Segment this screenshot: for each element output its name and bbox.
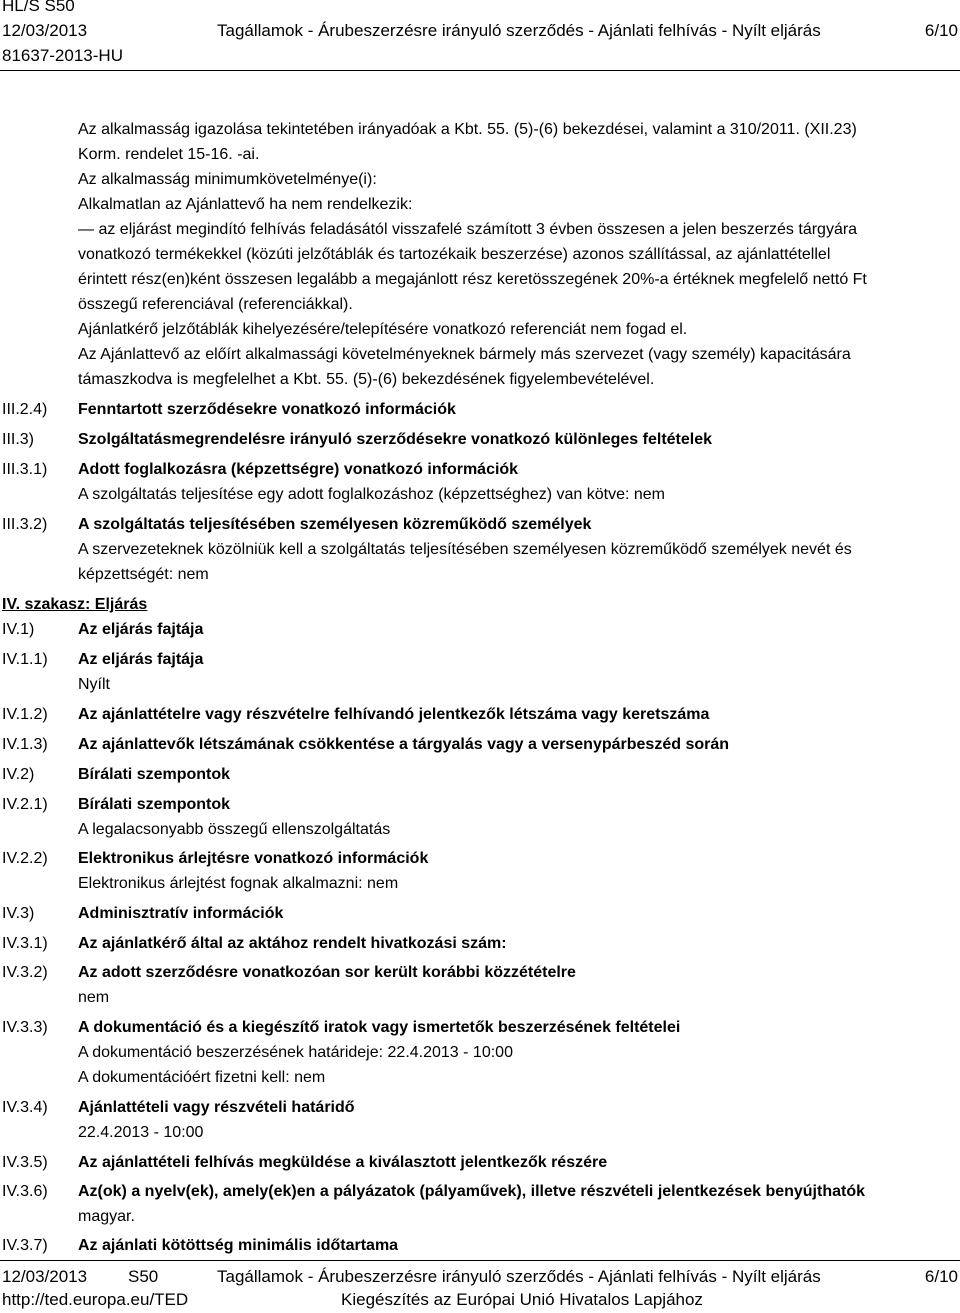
section-title: Az eljárás fajtája	[78, 621, 204, 638]
section-number: IV.1.1)	[2, 651, 48, 668]
footer-url[interactable]: http://ted.europa.eu/TED	[2, 1290, 189, 1309]
section-number: III.2.4)	[2, 401, 48, 418]
section-text: nem	[78, 989, 110, 1006]
header-divider	[0, 70, 960, 71]
section-title: Ajánlattételi vagy részvételi határidő	[78, 1099, 355, 1116]
section-text: képzettségét: nem	[78, 566, 209, 583]
intro-line: Alkalmatlan az Ajánlattevő ha nem rendelkezik:	[78, 196, 413, 213]
section-title: Az ajánlati kötöttség minimális időtartama	[78, 1237, 399, 1254]
header-page-number: 6/10	[924, 21, 958, 40]
section-title: Adminisztratív információk	[78, 905, 284, 922]
intro-line: Ajánlatkérő jelzőtáblák kihelyezésére/telepítésére vonatkozó referenciát nem fogad el.	[78, 321, 688, 338]
header-notice-number: 81637-2013-HU	[2, 46, 123, 65]
section-title: Az ajánlattételre vagy részvételre felhívandó jelentkezők létszáma vagy keretszáma	[78, 706, 710, 723]
section-title: Az(ok) a nyelv(ek), amely(ek)en a pályázatok (pályaművek), illetve részvételi jelentkezések benyújthatók	[78, 1183, 865, 1200]
intro-line: Korm. rendelet 15-16. -ai.	[78, 146, 260, 163]
section-number: III.3.1)	[2, 461, 48, 478]
section-text: Nyílt	[78, 676, 110, 693]
footer-page-number: 6/10	[924, 1267, 958, 1286]
section-text: Elektronikus árlejtést fognak alkalmazni: nem	[78, 875, 399, 892]
footer-code: S50	[128, 1267, 159, 1286]
section-title: Az eljárás fajtája	[78, 651, 204, 668]
section-title: A dokumentáció és a kiegészítő iratok vagy ismertetők beszerzésének feltételei	[78, 1019, 681, 1036]
section-number: IV.2.1)	[2, 796, 48, 813]
section-title: Az ajánlattételi felhívás megküldése a kiválasztott jelentkezők részére	[78, 1154, 608, 1171]
section-title: Az ajánlatkérő által az aktához rendelt hivatkozási szám:	[78, 935, 507, 952]
section-title: Szolgáltatásmegrendelésre irányuló szerződésekre vonatkozó különleges feltételek	[78, 431, 713, 448]
section-text: A szolgáltatás teljesítése egy adott foglalkozáshoz (képzettséghez) van kötve: nem	[78, 486, 665, 503]
intro-line: Az alkalmasság minimumkövetelménye(i):	[78, 171, 377, 188]
intro-line: érintett rész(en)ként összesen legalább a megajánlott rész keretösszegének 20%-a értéknek megfelelő nettó Ft	[78, 271, 867, 288]
section-title: A szolgáltatás teljesítésében személyesen közreműködő személyek	[78, 516, 592, 533]
section-number: IV.3.4)	[2, 1099, 48, 1116]
intro-line: támaszkodva is megfelelhet a Kbt. 55. (5)-(6) bekezdésének figyelembevételével.	[78, 371, 655, 388]
section-title: Fenntartott szerződésekre vonatkozó információk	[78, 401, 456, 418]
section-title: Bírálati szempontok	[78, 796, 231, 813]
section-text: 22.4.2013 - 10:00	[78, 1124, 204, 1141]
section-title: Adott foglalkozásra (képzettségre) vonatkozó információk	[78, 461, 519, 478]
footer-publisher: Kiegészítés az Európai Unió Hivatalos Lapjához	[341, 1290, 703, 1309]
section-number: IV.3.2)	[2, 964, 48, 981]
intro-line: Az Ajánlattevő az előírt alkalmassági követelményeknek bármely más szervezet (vagy személy) kapacitására	[78, 346, 851, 363]
section-number: III.3)	[2, 431, 35, 448]
section-number: IV.3.3)	[2, 1019, 48, 1036]
footer-title: Tagállamok - Árubeszerzésre irányuló szerződés - Ajánlati felhívás - Nyílt eljárás	[217, 1267, 821, 1286]
section-title: Az ajánlattevők létszámának csökkentése a tárgyalás vagy a versenypárbeszéd során	[78, 736, 730, 753]
section-text: magyar.	[78, 1208, 135, 1225]
section-number: IV.1)	[2, 621, 35, 638]
section-title: Az adott szerződésre vonatkozóan sor került korábbi közzétételre	[78, 964, 576, 981]
header-title: Tagállamok - Árubeszerzésre irányuló szerződés - Ajánlati felhívás - Nyílt eljárás	[217, 21, 821, 40]
section-text: A szervezeteknek közölniük kell a szolgáltatás teljesítésében személyesen közreműködő személyek nevét és	[78, 541, 852, 558]
section-number: IV.1.3)	[2, 736, 48, 753]
intro-line: vonatkozó termékekkel (közúti jelzőtáblák és tartozékaik beszerzése) azonos szállítással, az ajánlattétellel	[78, 246, 831, 263]
section-text: A legalacsonyabb összegű ellenszolgáltatás	[78, 821, 391, 838]
section-number: IV.3.6)	[2, 1183, 48, 1200]
intro-line: — az eljárást megindító felhívás feladásától visszafelé számított 3 évben összesen a jelen beszerzés tárgyára	[78, 221, 858, 238]
section-number: IV.3.7)	[2, 1237, 48, 1254]
footer-divider	[0, 1260, 960, 1261]
section-text: A dokumentációért fizetni kell: nem	[78, 1069, 326, 1086]
header-doc-id: HL/S S50	[2, 0, 75, 15]
section-number: IV.2)	[2, 766, 35, 783]
section-title: Elektronikus árlejtésre vonatkozó információk	[78, 850, 429, 867]
section-number: IV.3.1)	[2, 935, 48, 952]
section-number: IV.1.2)	[2, 706, 48, 723]
part-heading: IV. szakasz: Eljárás	[2, 596, 148, 613]
footer-date: 12/03/2013	[2, 1267, 88, 1286]
section-number: IV.2.2)	[2, 850, 48, 867]
section-number: IV.3)	[2, 905, 35, 922]
section-title: Bírálati szempontok	[78, 766, 231, 783]
intro-line: Az alkalmasság igazolása tekintetében irányadóak a Kbt. 55. (5)-(6) bekezdései, valamint a 310/2011. (XII.23)	[78, 121, 857, 138]
section-text: A dokumentáció beszerzésének határideje: 22.4.2013 - 10:00	[78, 1044, 513, 1061]
intro-line: összegű referenciával (referenciákkal).	[78, 296, 353, 313]
section-number: IV.3.5)	[2, 1154, 48, 1171]
section-number: III.3.2)	[2, 516, 48, 533]
header-date: 12/03/2013	[2, 21, 88, 40]
